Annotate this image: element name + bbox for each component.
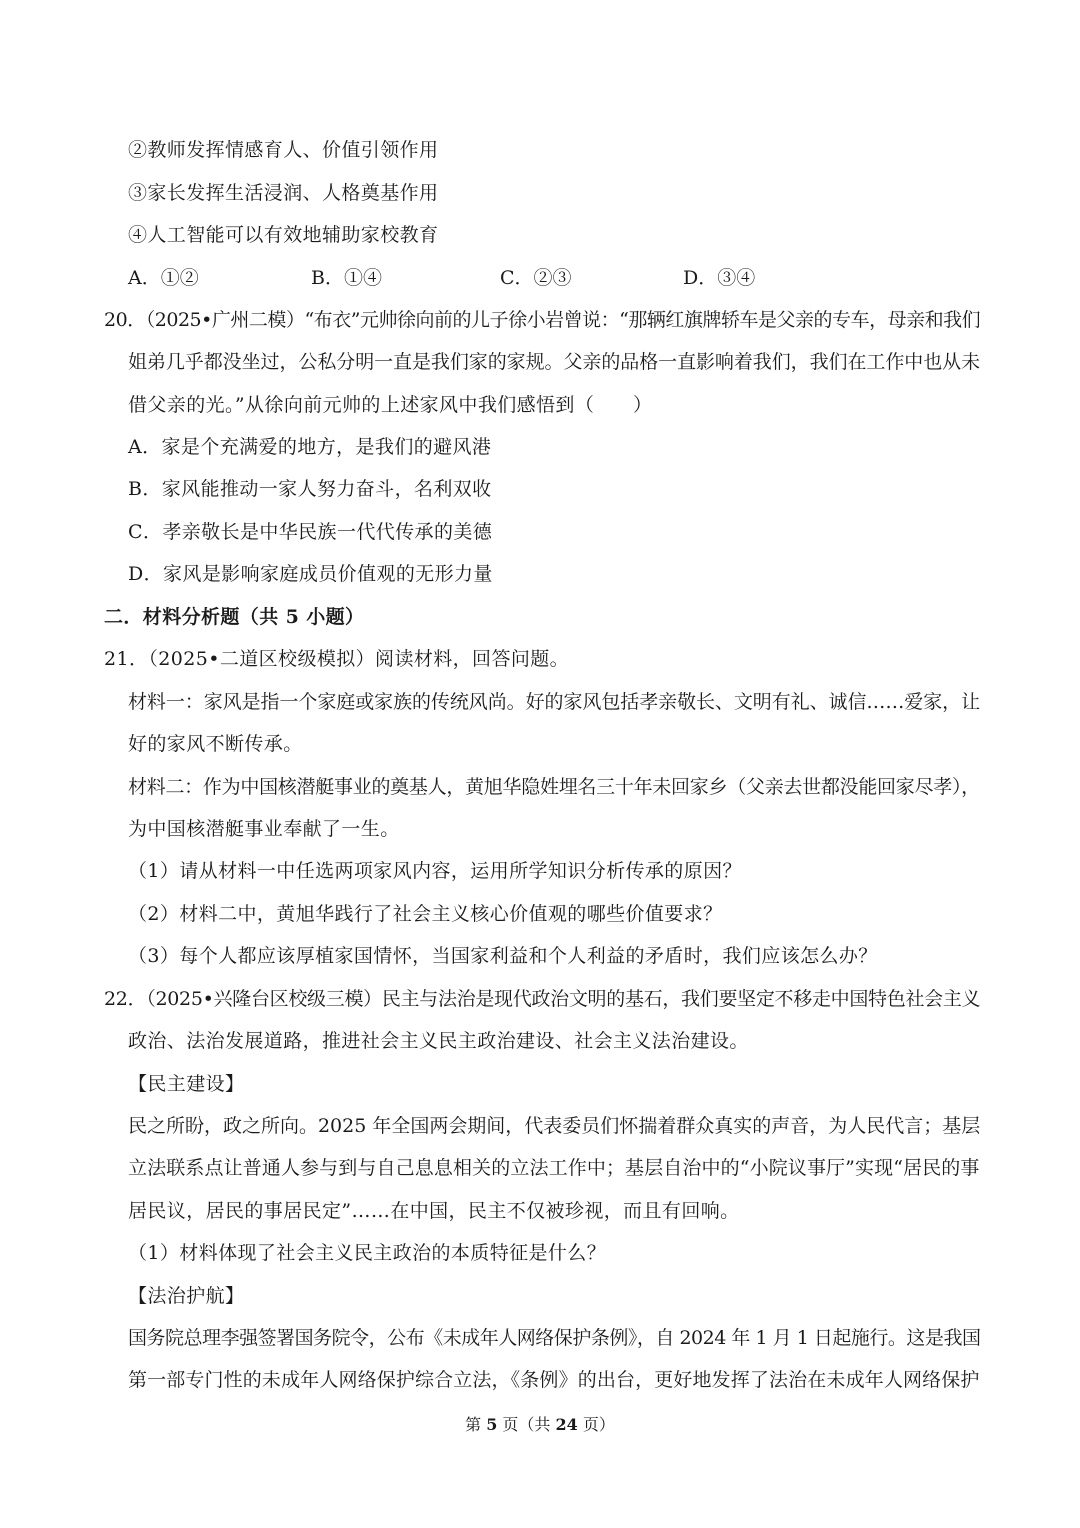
q19-statement-4: ④人工智能可以有效地辅助家校教育: [128, 224, 439, 246]
q22-democracy-line-1: 民之所盼，政之所向。2025 年全国两会期间，代表委员们怀揣着群众真实的声音，为人民代言；基层: [128, 1115, 981, 1137]
q19-statement-2: ②教师发挥情感育人、价值引领作用: [128, 139, 439, 161]
q20-option-a: A．家是个充满爱的地方，是我们的避风港: [128, 436, 492, 458]
q21-material-1-line-1: 材料一：家风是指一个家庭或家族的传统风尚。好的家风包括孝亲敬长、文明有礼、诚信……爱家，让: [128, 691, 981, 713]
q19-statement-3: ③家长发挥生活浸润、人格奠基作用: [128, 182, 439, 204]
footer-page-number: 5: [486, 1415, 498, 1434]
q19-option-b: B．①④: [311, 267, 382, 289]
footer-total-pages: 24: [555, 1415, 578, 1434]
q21-sub-question-1: （1）请从材料一中任选两项家风内容，运用所学知识分析传承的原因？: [128, 860, 742, 882]
q22-rule-of-law-line-2: 第一部专门性的未成年人网络保护综合立法，《条例》的出台，更好地发挥了法治在未成年人网络保护: [128, 1369, 980, 1391]
q22-democracy-line-3: 居民议，居民的事居民定”……在中国，民主不仅被珍视，而且有回响。: [128, 1200, 740, 1222]
q20-stem-line-2: 姐弟几乎都没坐过，公私分明一直是我们家的家规。父亲的品格一直影响着我们，我们在工作中也从未: [128, 351, 981, 373]
q22-heading-rule-of-law: 【法治护航】: [128, 1285, 245, 1307]
q21-sub-question-2: （2）材料二中，黄旭华践行了社会主义核心价值观的哪些价值要求？: [128, 903, 723, 925]
q20-stem-line-1: 20．（2025•广州二模）“布衣”元帅徐向前的儿子徐小岩曾说：“那辆红旗牌轿车是父亲的专车，母亲和我们: [104, 309, 981, 331]
q19-option-d: D．③④: [683, 267, 756, 289]
q21-material-2-line-1: 材料二：作为中国核潜艇事业的奠基人，黄旭华隐姓埋名三十年未回家乡（父亲去世都没能回家尽孝），: [128, 776, 980, 798]
q22-democracy-line-2: 立法联系点让普通人参与到与自己息息相关的立法工作中；基层自治中的“小院议事厅”实现“居民的事: [128, 1157, 980, 1179]
q21-material-2-line-2: 为中国核潜艇事业奉献了一生。: [128, 818, 400, 840]
page-footer: [0, 1414, 1080, 1436]
q22-sub-question-1: （1）材料体现了社会主义民主政治的本质特征是什么？: [128, 1242, 607, 1264]
footer-suffix: 页）: [577, 1415, 615, 1434]
q22-stem-line-1: 22．（2025•兴隆台区校级三模）民主与法治是现代政治文明的基石，我们要坚定不移走中国特色社会主义: [104, 988, 981, 1010]
section-2-title: 二．材料分析题（共 5 小题）: [104, 606, 365, 628]
q21-material-1-line-2: 好的家风不断传承。: [128, 733, 303, 755]
footer-prefix: 第: [465, 1415, 487, 1434]
q20-option-c: C．孝亲敬长是中华民族一代代传承的美德: [128, 521, 493, 543]
q22-stem-line-2: 政治、法治发展道路，推进社会主义民主政治建设、社会主义法治建设。: [128, 1030, 749, 1052]
q19-option-a: A．①②: [128, 267, 199, 289]
footer-middle: 页（共: [497, 1415, 556, 1434]
q20-stem-line-3: 借父亲的光。”从徐向前元帅的上述家风中我们感悟到（ ）: [128, 394, 653, 416]
q20-option-d: D．家风是影响家庭成员价值观的无形力量: [128, 563, 493, 585]
q22-heading-democracy: 【民主建设】: [128, 1073, 245, 1095]
q22-rule-of-law-line-1: 国务院总理李强签署国务院令，公布《未成年人网络保护条例》，自 2024 年 1 月 1 日起施行。这是我国: [128, 1327, 981, 1349]
q19-option-c: C．②③: [500, 267, 572, 289]
q21-stem: 21．（2025•二道区校级模拟）阅读材料，回答问题。: [104, 648, 570, 670]
q21-sub-question-3: （3）每个人都应该厚植家国情怀，当国家利益和个人利益的矛盾时，我们应该怎么办？: [128, 945, 878, 967]
q20-option-b: B．家风能推动一家人努力奋斗，名利双收: [128, 478, 492, 500]
